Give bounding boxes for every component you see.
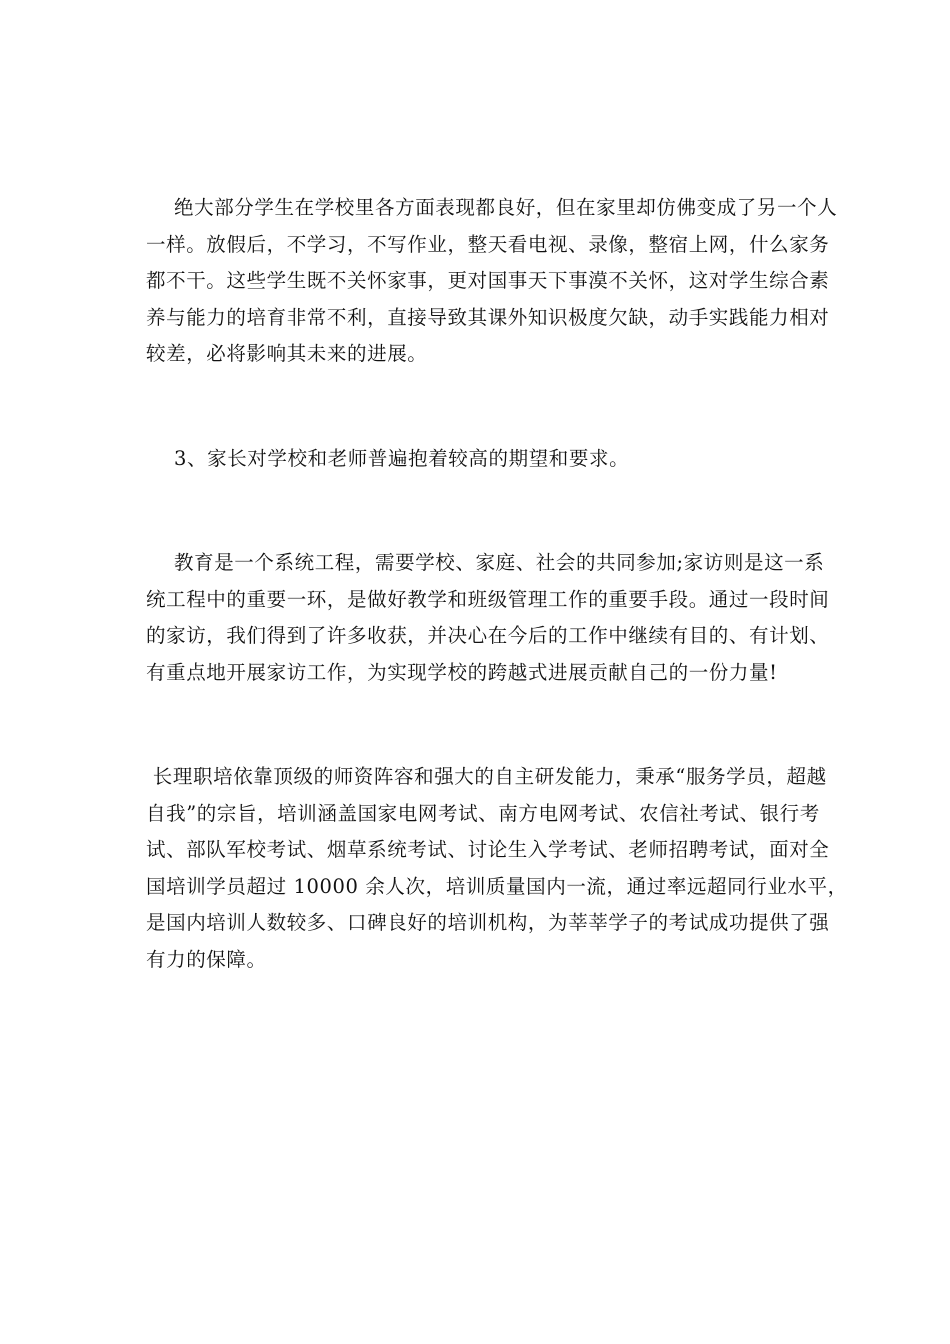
paragraph-line: 养与能力的培育非常不利，直接导致其课外知识极度欠缺，动手实践能力相对 — [146, 305, 830, 329]
paragraph-line: 长理职培依靠顶级的师资阵容和强大的自主研发能力，秉承“服务学员，超越 — [146, 765, 827, 788]
paragraph-line: 自我”的宗旨，培训涵盖国家电网考试、南方电网考试、农信社考试、银行考 — [146, 801, 820, 825]
section-heading-parent-expectations — [146, 441, 806, 478]
paragraph-training-institution — [146, 759, 848, 978]
paragraph-line: 国培训学员超过 10000 余人次，培训质量国内一流，通过率远超同行业水平， — [146, 874, 848, 898]
paragraph-line: 是国内培训人数较多、口碑良好的培训机构，为莘莘学子的考试成功提供了强 — [146, 911, 830, 934]
paragraph-line: 3、家长对学校和老师普遍抱着较高的期望和要求。 — [174, 447, 630, 470]
paragraph-line: 绝大部分学生在学校里各方面表现都良好，但在家里却仿佛变成了另一个人 — [174, 196, 838, 219]
paragraph-home-visit — [146, 545, 830, 691]
paragraph-line: 都不干。这些学生既不关怀家事，更对国事天下事漠不关怀，这对学生综合素 — [146, 269, 830, 292]
paragraph-line: 教育是一个系统工程，需要学校、家庭、社会的共同参加;家访则是这一系 — [174, 551, 825, 574]
paragraph-line: 统工程中的重要一环，是做好教学和班级管理工作的重要手段。通过一段时间 — [146, 587, 830, 611]
paragraph-student-behavior — [146, 190, 838, 373]
paragraph-line: 一样。放假后，不学习，不写作业，整天看电视、录像，整宿上网，什么家务 — [146, 232, 830, 256]
paragraph-line: 试、部队军校考试、烟草系统考试、讨论生入学考试、老师招聘考试，面对全 — [146, 838, 830, 861]
paragraph-line: 较差，必将影响其未来的进展。 — [146, 342, 428, 365]
paragraph-line: 有重点地开展家访工作，为实现学校的跨越式进展贡献自己的一份力量! — [146, 660, 778, 684]
paragraph-line: 有力的保障。 — [146, 947, 267, 971]
paragraph-line: 的家访，我们得到了许多收获，并决心在今后的工作中继续有目的、有计划、 — [146, 624, 830, 647]
